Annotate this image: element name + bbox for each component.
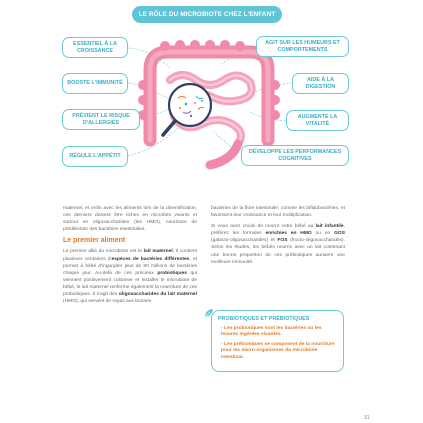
- benefit-box-vitalite: [286, 110, 349, 131]
- text-run: Le premier allié du microbiote est le: [63, 249, 144, 255]
- text-bold: espèces de bactéries différentes: [111, 256, 190, 262]
- text-bold: enrichies en HMO: [265, 231, 312, 237]
- info-callout: [211, 310, 344, 372]
- text-run: (galacto-oligosaccharides) et: [211, 238, 278, 244]
- text-run: (fructo-oligosaccharides). Selon les études, les bébés nourris avec un lait contenant une bonne proportion de ces prébiotiques auraient une meilleure immunité.: [211, 238, 345, 265]
- page-title: LE RÔLE DU MICROBIOTE CHEZ L'ENFANT: [132, 6, 282, 23]
- text-run: (HMO), qui servent de repas aux bonnes: [63, 299, 152, 305]
- text-bold: GOS: [334, 231, 345, 237]
- section-heading: Le premier aliment: [63, 237, 126, 245]
- text-run: qui viennent positivement coloniser et installer le microbiote de bébé, le lait maternel renferme également la nourriture de ces probiotiques. Il s'agit des: [63, 270, 197, 298]
- benefit-box-allergies: [62, 109, 140, 130]
- text-run: . Il contient plusieurs centaines d': [63, 249, 197, 262]
- microbiote-diagram: [0, 0, 423, 200]
- text-bold: lait infantile: [315, 224, 344, 230]
- benefit-box-croissance: [62, 37, 128, 58]
- benefit-box-digestion: [292, 73, 349, 94]
- benefit-label: BOOSTE L'IMMUNITÉ: [67, 80, 123, 87]
- text-bold: FOS: [277, 238, 288, 244]
- benefit-label: ESSENTIEL À LA CROISSANCE: [73, 40, 117, 54]
- benefit-box-humeurs: [256, 36, 349, 57]
- text-bold: oligosaccharides du lait maternel: [118, 292, 197, 298]
- callout-title: PROBIOTIQUES ET PRÉBIOTIQUES: [218, 316, 310, 322]
- text-column-left: [63, 205, 197, 309]
- text-bold: probiotiques: [157, 270, 187, 276]
- list-item: - Les probiotiques sont les bactéries ou les levures ingérées vivantes.: [221, 326, 322, 338]
- callout-list: [218, 326, 337, 361]
- text-run: ou en: [311, 231, 335, 237]
- benefit-label: RÉGULE L'APPÉTIT: [69, 153, 121, 160]
- text-run: Si vous avez choisi de nourrir votre bébé au: [211, 224, 316, 230]
- benefit-box-cognitives: [241, 145, 349, 166]
- benefit-label: AIDE À LA DIGESTION: [305, 76, 336, 90]
- benefit-box-appetit: [62, 146, 128, 167]
- text-bold: lait maternel: [143, 249, 173, 255]
- paragraph: [63, 248, 197, 305]
- page-number: 31: [364, 415, 370, 421]
- benefit-label: DÉVELOPPE LES PERFORMANCES COGNITIVES: [248, 148, 342, 162]
- text-run: , et permet à bébé d'ingurgiter plus de 80 millions de bactéries chaque jour. Au-delà de ces précieux: [63, 256, 198, 276]
- benefit-box-immunite: [62, 73, 128, 94]
- benefit-label: AUGMENTE LA VITALITÉ: [297, 113, 338, 127]
- text-run: , préférez les formules: [211, 224, 345, 237]
- paragraph: bactéries de la flore intestinale, comme les bifidobactéries, et favorisent leur croissance et leur multiplication.: [211, 206, 345, 219]
- paragraph: maternel, et enfin avec les aliments lors de la diversification, ces derniers doivent être riches en microbes vivants et surtout en oligosaccharides (les HMO), nourriture de prédilection des bactéries intestinales.: [63, 206, 197, 233]
- paragraph: [211, 223, 345, 266]
- list-item: - Les prébiotiques se composent de la nourriture pour les micro-organismes du microbiote intestinal.: [221, 341, 335, 360]
- text-column-right: [211, 205, 345, 270]
- leaf-icon: [204, 308, 214, 318]
- benefit-label: AGIT SUR LES HUMEURS ET COMPORTEMENTS: [265, 39, 340, 53]
- benefit-label: PRÉVIENT LE RISQUE D'ALLERGIES: [72, 112, 130, 126]
